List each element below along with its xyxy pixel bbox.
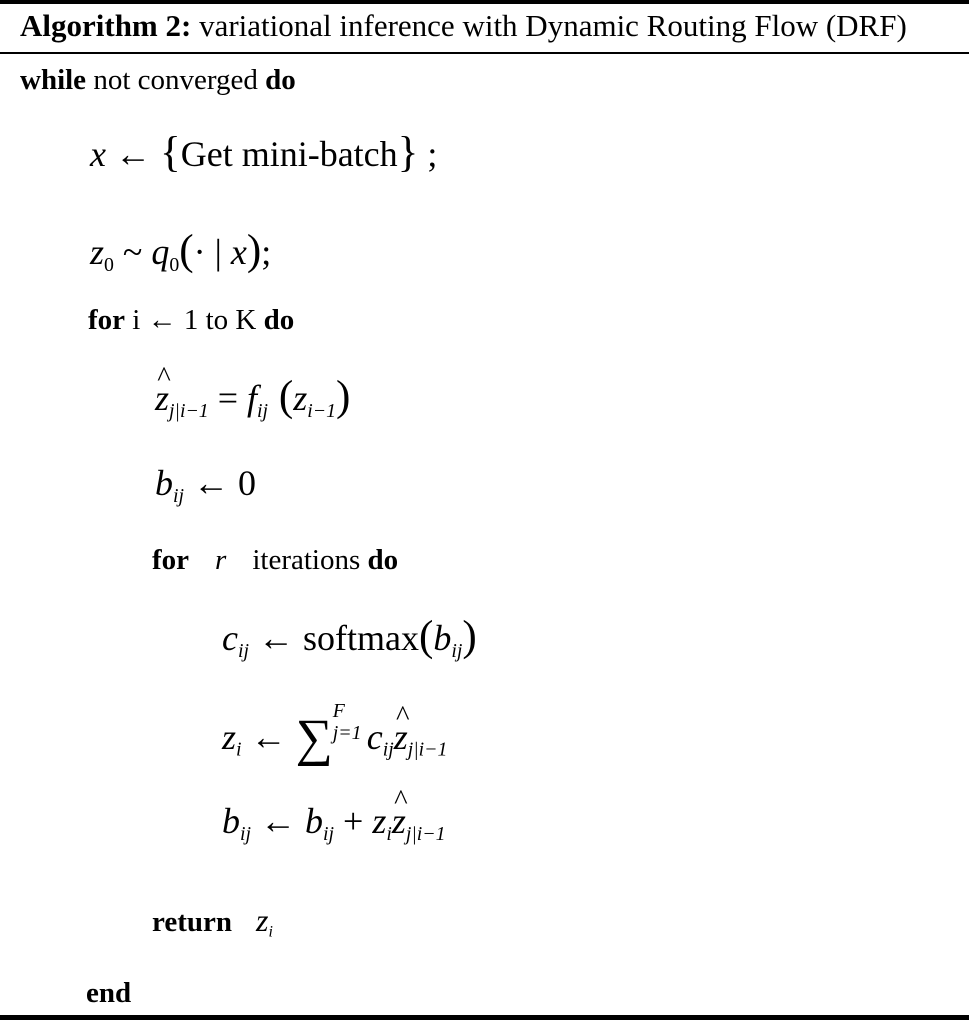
arrow: ← — [241, 716, 296, 757]
minibatch-text: Get mini-batch — [180, 134, 398, 174]
sample-line — [90, 226, 271, 275]
right-brace: } — [397, 129, 419, 176]
subscript: ij — [382, 738, 394, 761]
caption-rule — [0, 52, 969, 54]
var-c: c — [366, 716, 383, 757]
subscript: i−1 — [307, 399, 336, 422]
subscript: ij — [237, 639, 249, 662]
var-z: z — [256, 902, 269, 938]
transform-line — [155, 372, 350, 421]
var-b: b — [155, 463, 173, 503]
keyword-for: for — [152, 544, 190, 576]
bottom-rule — [0, 1015, 969, 1020]
arrow: ← — [251, 801, 305, 841]
var-f: f — [247, 378, 258, 418]
subscript: j|i−1 — [407, 738, 448, 761]
keyword-return: return — [152, 906, 233, 938]
init-b-line — [155, 462, 256, 507]
update-b-line — [222, 800, 446, 845]
subscript: ij — [257, 399, 269, 422]
subscript: ij — [240, 822, 251, 845]
keyword-do: do — [367, 544, 399, 576]
left-brace: { — [159, 129, 181, 176]
var-r: r — [215, 544, 227, 576]
var-q: q — [151, 232, 170, 272]
var-x: x — [90, 134, 106, 174]
while-condition: not converged — [86, 64, 266, 96]
semicolon: ; — [418, 134, 438, 174]
var-zhat: ^ z — [394, 716, 408, 758]
var-b: b — [222, 801, 240, 841]
softmax-line — [222, 612, 477, 661]
var-z: z — [90, 232, 105, 272]
subscript: i — [386, 822, 392, 845]
arrow: ← — [248, 618, 303, 658]
var-z: z — [222, 716, 237, 757]
keyword-while: while — [20, 64, 87, 96]
sum-lower: j=1 — [332, 721, 362, 744]
return-line — [152, 902, 273, 939]
subscript: j|i−1 — [405, 822, 446, 845]
var-z: z — [372, 801, 387, 841]
for-range: i ← 1 to K — [125, 304, 264, 336]
var-z: z — [293, 378, 308, 418]
keyword-do: do — [265, 64, 296, 96]
subscript: i — [268, 923, 273, 941]
algorithm-label: Algorithm 2: — [20, 8, 192, 43]
for-inner-line — [152, 544, 398, 577]
var-zhat: ^ z — [392, 800, 406, 842]
var-b: b — [305, 801, 323, 841]
subscript: ij — [323, 822, 334, 845]
var-zhat: ^ z — [155, 377, 169, 419]
left-paren: ( — [179, 227, 194, 274]
sigma-icon: ∑ — [295, 709, 333, 767]
right-paren: ) — [246, 227, 262, 274]
algorithm-title: variational inference with Dynamic Routing Flow (DRF) — [199, 8, 907, 43]
right-paren: ) — [462, 613, 477, 660]
sum-line — [222, 700, 448, 768]
iterations-text: iterations — [252, 544, 368, 576]
var-c: c — [222, 618, 238, 658]
sum-limits — [332, 700, 367, 749]
var-x: x — [230, 232, 247, 272]
arrow: ← — [105, 134, 160, 174]
subscript: ij — [173, 484, 184, 507]
end-line — [86, 977, 131, 1010]
sum-upper: F — [332, 700, 345, 723]
minibatch-line — [90, 128, 437, 177]
left-paren: ( — [418, 613, 434, 660]
plus: + — [334, 801, 373, 841]
for-outer-line — [88, 304, 294, 337]
equals: = — [208, 378, 247, 418]
softmax-fn: softmax — [302, 618, 419, 658]
subscript: i — [236, 738, 242, 761]
keyword-for: for — [88, 304, 126, 336]
keyword-end: end — [86, 977, 132, 1009]
subscript: j|i−1 — [169, 399, 209, 422]
var-b: b — [433, 618, 452, 658]
keyword-do: do — [263, 304, 295, 336]
semicolon: ; — [261, 232, 272, 272]
assign-zero: ← 0 — [184, 463, 256, 503]
while-line — [20, 64, 296, 97]
left-paren: ( — [268, 373, 294, 420]
tilde: ~ — [113, 232, 152, 272]
right-paren: ) — [335, 373, 351, 420]
subscript: 0 — [169, 253, 180, 276]
top-rule — [0, 0, 969, 4]
subscript: ij — [451, 639, 463, 662]
algorithm-caption — [20, 8, 907, 44]
bar: | — [205, 232, 231, 272]
subscript: 0 — [104, 253, 114, 276]
dot: · — [193, 232, 206, 272]
